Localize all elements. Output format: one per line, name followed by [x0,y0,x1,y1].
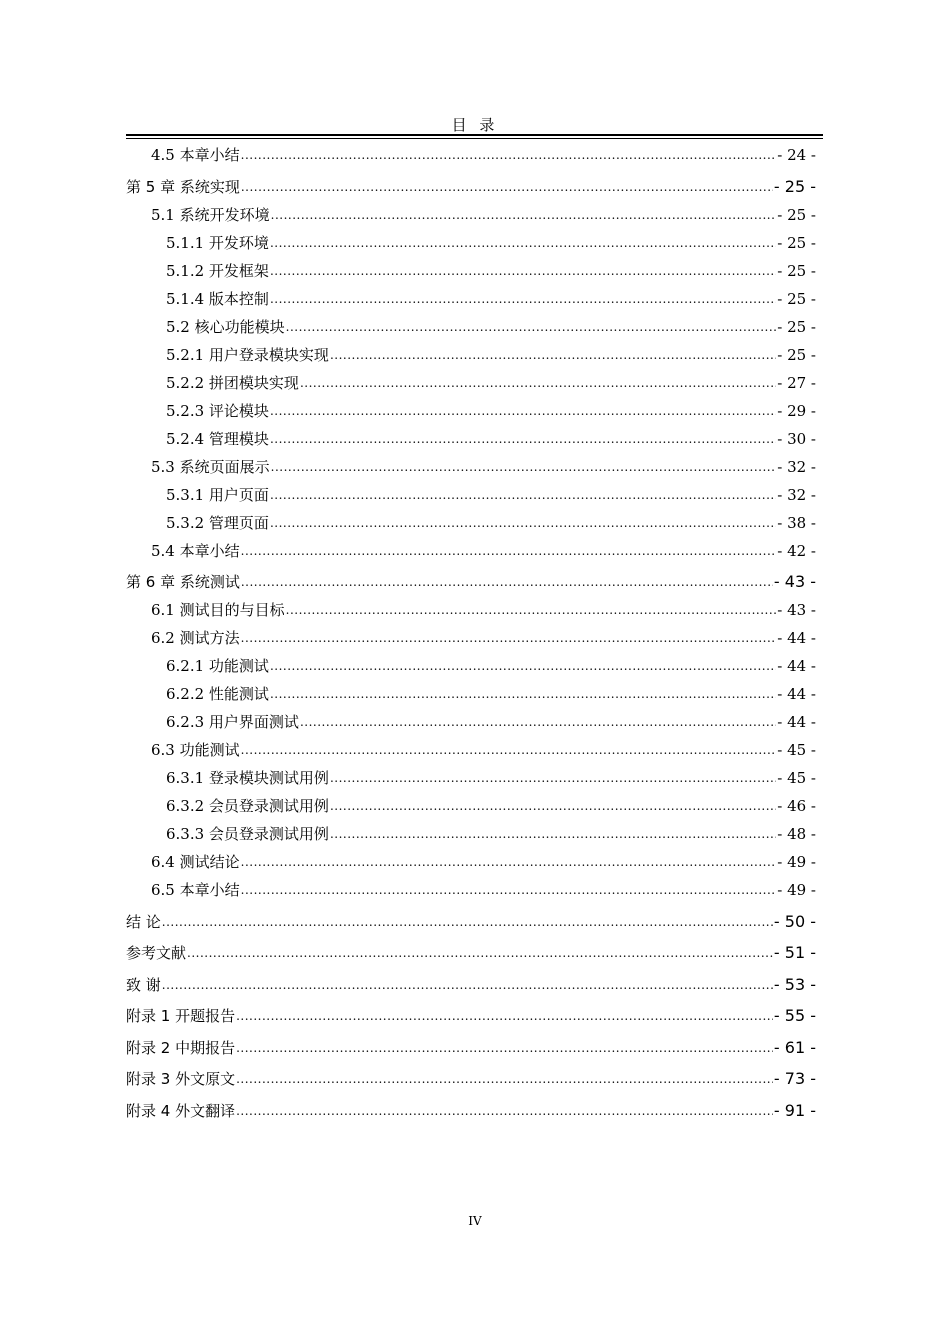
toc-entry[interactable] [126,478,816,506]
toc-entry-label: 6.2.2 性能测试 [166,685,269,703]
toc-leader-dots [286,316,777,338]
toc-entry-page: - 25 - [777,233,816,252]
toc-leader-dots [162,974,773,996]
toc-entry-page: - 27 - [777,373,816,392]
toc-entry-page: - 51 - [773,943,816,962]
toc-leader-dots [270,484,776,506]
toc-leader-dots [241,739,777,761]
toc-entry[interactable] [126,733,816,761]
toc-leader-dots [187,942,773,964]
toc-entry-page: - 25 - [777,345,816,364]
toc-entry-label: 致 谢 [126,975,161,994]
toc-entry-label: 5.1 系统开发环境 [151,205,270,224]
toc-leader-dots [236,1068,773,1090]
toc-entry-label: 结 论 [126,912,161,931]
toc-entry-label: 5.2.4 管理模块 [166,429,269,448]
toc-entry-label: 6.4 测试结论 [151,853,240,871]
toc-entry[interactable] [126,562,816,594]
page-header-title: 目 录 [451,116,499,134]
toc-entry-label: 5.3.1 用户页面 [166,485,269,504]
toc-entry-page: - 25 - [777,289,816,308]
toc-leader-dots [241,540,777,562]
toc-entry-page: - 44 - [777,657,816,675]
toc-entry-page: - 44 - [777,713,816,731]
toc-leader-dots [270,512,776,534]
toc-leader-dots [271,456,777,478]
toc-entry-label: 5.3 系统页面展示 [151,457,270,476]
toc-entry[interactable] [126,705,816,733]
toc-leader-dots [241,879,777,901]
toc-entry[interactable] [126,422,816,450]
toc-leader-dots [236,1100,773,1122]
toc-entry-page: - 49 - [777,881,816,899]
toc-entry-label: 6.5 本章小结 [151,881,240,899]
toc-entry-page: - 50 - [773,911,816,931]
toc-leader-dots [300,372,776,394]
toc-entry-label: 第 6 章 系统测试 [126,573,240,591]
toc-entry[interactable] [126,996,816,1028]
toc-entry-label: 6.2 测试方法 [151,629,240,647]
toc-entry-label: 5.2.1 用户登录模块实现 [166,345,329,364]
toc-entry-page: - 29 - [777,401,816,420]
toc-leader-dots [330,767,776,789]
toc-entry-label: 第 5 章 系统实现 [126,177,240,196]
toc-entry-page: - 43 - [773,572,816,591]
toc-entry-label: 6.3 功能测试 [151,741,240,759]
toc-entry[interactable] [126,310,816,338]
toc-entry-page: - 48 - [777,825,816,843]
toc-leader-dots [241,144,777,166]
toc-entry-page: - 73 - [773,1069,816,1088]
toc-entry-label: 5.3.2 管理页面 [166,513,269,532]
toc-entry-label: 附录 3 外文原文 [126,1070,236,1088]
toc-entry-label: 5.2.2 拼团模块实现 [166,373,299,392]
toc-entry-page: - 91 - [773,1100,816,1120]
toc-leader-dots [330,344,776,366]
toc-entry-label: 6.2.1 功能测试 [166,657,269,675]
header-rule-thick [126,134,823,136]
toc-entry-label: 5.2 核心功能模块 [166,317,285,336]
toc-entry-page: - 43 - [777,601,816,619]
toc-entry[interactable] [126,845,816,873]
toc-leader-dots [270,260,776,282]
toc-entry-label: 5.1.4 版本控制 [166,289,269,308]
toc-entry[interactable] [126,964,816,996]
toc-entry-label: 6.2.3 用户界面测试 [166,713,299,731]
toc-entry[interactable] [126,534,816,562]
toc-entry-page: - 30 - [777,429,816,448]
toc-entry-page: - 42 - [777,541,816,560]
toc-entry-page: - 49 - [777,853,816,871]
toc-entry[interactable] [126,166,816,198]
toc-entry-page: - 25 - [777,317,816,336]
toc-leader-dots [330,823,776,845]
toc-entry[interactable] [126,789,816,817]
toc-entry-page: - 61 - [773,1037,816,1057]
toc-leader-dots [162,911,773,933]
toc-entry-page: - 24 - [777,146,816,164]
toc-leader-dots [270,683,776,705]
toc-leader-dots [270,232,776,254]
toc-entry-label: 5.4 本章小结 [151,541,240,560]
toc-entry[interactable] [126,873,816,901]
toc-entry[interactable] [126,593,816,621]
toc-entry-label: 附录 1 开题报告 [126,1007,236,1025]
toc-entry[interactable] [126,226,816,254]
toc-entry-label: 4.5 本章小结 [151,146,240,164]
page-number: IV [468,1214,482,1228]
toc-entry[interactable] [126,1090,816,1122]
toc-entry-label: 6.3.1 登录模块测试用例 [166,769,329,787]
toc-entry[interactable] [126,450,816,478]
toc-entry[interactable] [126,198,816,226]
toc-entry[interactable] [126,506,816,534]
toc-entry[interactable] [126,366,816,394]
toc-entry-page: - 32 - [777,457,816,476]
toc-entry[interactable] [126,761,816,789]
toc-leader-dots [241,571,773,593]
toc-entry-label: 附录 2 中期报告 [126,1038,236,1057]
toc-entry-page: - 25 - [777,205,816,224]
toc-leader-dots [236,1005,773,1027]
toc-entry-page: - 44 - [777,685,816,703]
toc-leader-dots [271,204,777,226]
toc-entry-page: - 55 - [773,1006,816,1025]
toc-entry-page: - 46 - [777,797,816,815]
toc-entry[interactable] [126,901,816,933]
toc-leader-dots [330,795,776,817]
toc-leader-dots [270,428,776,450]
toc-entry-page: - 53 - [773,974,816,994]
toc-entry-page: - 38 - [777,513,816,532]
toc-leader-dots [241,851,777,873]
toc-entry-page: - 45 - [777,741,816,759]
toc-entry[interactable] [126,254,816,282]
toc-entry[interactable] [126,338,816,366]
toc-entry-label: 6.3.3 会员登录测试用例 [166,825,329,843]
toc-leader-dots [241,627,777,649]
toc-leader-dots [300,711,776,733]
toc-entry-page: - 25 - [777,261,816,280]
toc-leader-dots [286,599,777,621]
toc-entry-label: 5.2.3 评论模块 [166,401,269,420]
toc-entry-label: 6.1 测试目的与目标 [151,601,285,619]
toc-entry-label: 参考文献 [126,944,187,962]
toc-leader-dots [270,655,776,677]
toc-entry-page: - 32 - [777,485,816,504]
toc-entry[interactable] [126,394,816,422]
table-of-contents [126,138,816,1122]
toc-leader-dots [270,288,776,310]
toc-entry-label: 附录 4 外文翻译 [126,1101,236,1120]
toc-entry[interactable] [126,621,816,649]
toc-entry-page: - 25 - [773,176,816,196]
toc-entry[interactable] [126,1027,816,1059]
toc-entry[interactable] [126,1059,816,1091]
toc-entry-page: - 45 - [777,769,816,787]
toc-entry[interactable] [126,282,816,310]
toc-leader-dots [236,1037,773,1059]
toc-leader-dots [270,400,776,422]
toc-entry[interactable] [126,817,816,845]
toc-leader-dots [241,176,773,198]
toc-entry[interactable] [126,649,816,677]
toc-entry-label: 5.1.2 开发框架 [166,261,269,280]
toc-entry[interactable] [126,138,816,166]
toc-entry-label: 6.3.2 会员登录测试用例 [166,797,329,815]
toc-entry[interactable] [126,677,816,705]
toc-entry[interactable] [126,933,816,965]
toc-entry-label: 5.1.1 开发环境 [166,233,269,252]
toc-entry-page: - 44 - [777,629,816,647]
